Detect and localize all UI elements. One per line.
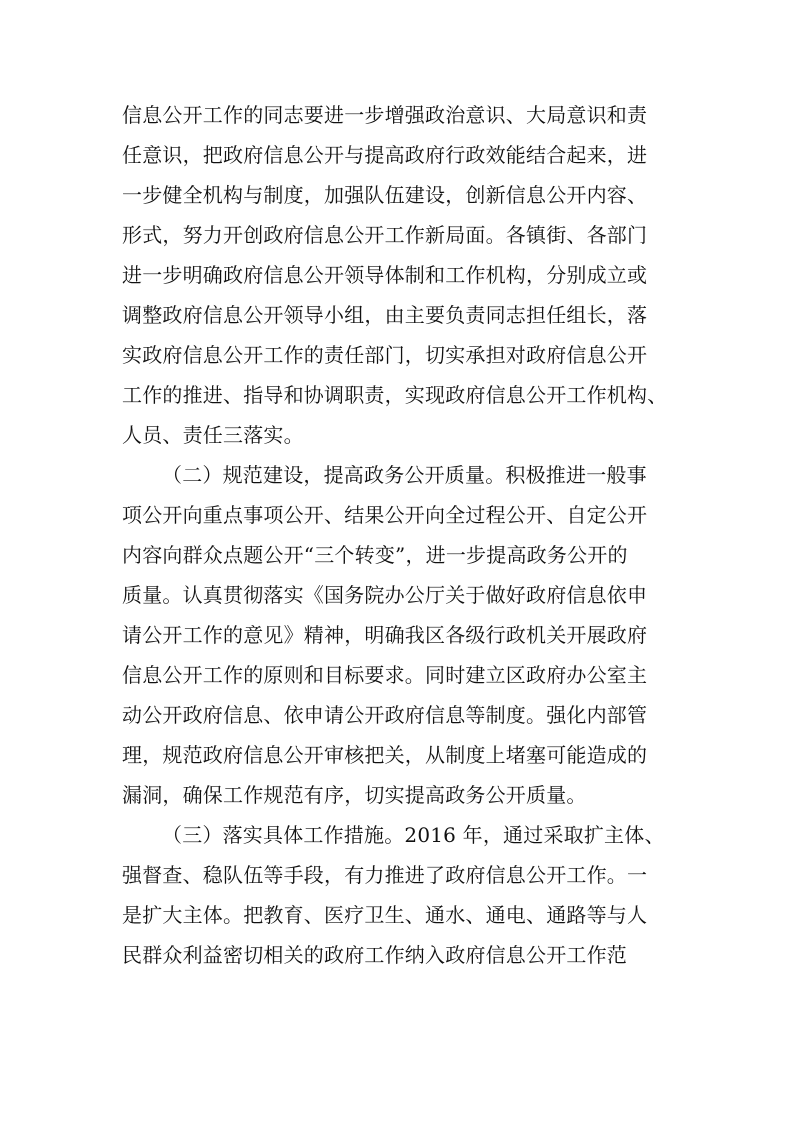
text-line: 一步健全机构与制度，加强队伍建设，创新信息公开内容、	[122, 183, 648, 207]
section-heading-line: （三）落实具体工作措施。2016 年，通过采取扩主体、	[162, 823, 665, 847]
text-line: 任意识，把政府信息公开与提高政府行政效能结合起来，进	[122, 143, 648, 167]
text-line: 进一步明确政府信息公开领导体制和工作机构，分别成立或	[122, 263, 648, 287]
text-line: 项公开向重点事项公开、结果公开向全过程公开、自定公开	[122, 503, 648, 527]
text-line: 强督查、稳队伍等手段，有力推进了政府信息公开工作。一	[122, 863, 648, 887]
text-line: 是扩大主体。把教育、医疗卫生、通水、通电、通路等与人	[122, 903, 648, 927]
text-line: 信息公开工作的同志要进一步增强政治意识、大局意识和责	[122, 103, 648, 127]
text-line: 人员、责任三落实。	[122, 423, 304, 447]
text-line: 实政府信息公开工作的责任部门，切实承担对政府信息公开	[122, 343, 648, 367]
text-line: 质量。认真贯彻落实《国务院办公厅关于做好政府信息依申	[122, 583, 648, 607]
text-line: 工作的推进、指导和协调职责，实现政府信息公开工作机构、	[122, 383, 668, 407]
text-line: 理，规范政府信息公开审核把关，从制度上堵塞可能造成的	[122, 743, 648, 767]
text-line: 信息公开工作的原则和目标要求。同时建立区政府办公室主	[122, 663, 648, 687]
text-line: 动公开政府信息、依申请公开政府信息等制度。强化内部管	[122, 703, 648, 727]
text-line: 内容向群众点题公开“三个转变”，进一步提高政务公开的	[122, 543, 628, 567]
section-heading-line: （二）规范建设，提高政务公开质量。积极推进一般事	[162, 463, 647, 487]
text-line: 形式，努力开创政府信息公开工作新局面。各镇街、各部门	[122, 223, 648, 247]
text-line: 漏洞，确保工作规范有序，切实提高政务公开质量。	[122, 783, 587, 807]
text-line: 民群众利益密切相关的政府工作纳入政府信息公开工作范	[122, 943, 627, 967]
text-line: 调整政府信息公开领导小组，由主要负责同志担任组长，落	[122, 303, 648, 327]
text-line: 请公开工作的意见》精神，明确我区各级行政机关开展政府	[122, 623, 648, 647]
document-body	[122, 95, 682, 975]
